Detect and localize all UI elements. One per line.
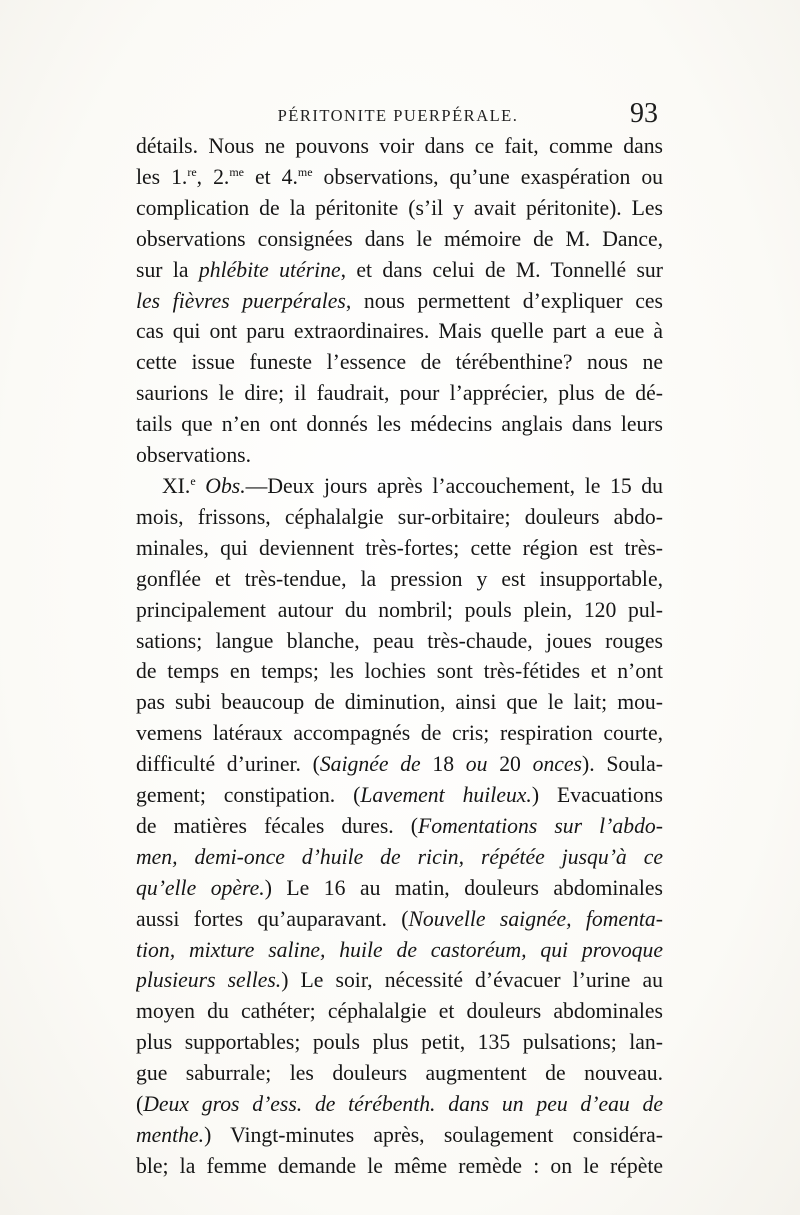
text-line: de matières fécales dures. (Fomentations sur l’abdo-: [136, 813, 663, 838]
running-head: [138, 98, 658, 134]
text-line: ble; la femme demande le même remède : on le répète: [136, 1153, 663, 1178]
text-line: qu’elle opère.) Le 16 au matin, douleurs abdominales: [136, 875, 663, 900]
text-line: menthe.) Vingt-minutes après, soulagement considéra-: [136, 1123, 663, 1147]
text-line: cette issue funeste l’essence de térébenthine? nous ne: [136, 350, 663, 375]
text-line: sur la phlébite utérine, et dans celui de M. Tonnellé sur: [136, 257, 663, 282]
text-line: sations; langue blanche, peau très-chaude, joues rouges: [136, 628, 663, 653]
text-line: (Deux gros d’ess. de térébenth. dans un peu d’eau de: [136, 1092, 663, 1117]
text-line: mois, frissons, céphalalgie sur-orbitaire; douleurs abdo-: [136, 504, 663, 529]
text-line: observations consignées dans le mémoire de M. Dance,: [136, 226, 663, 251]
text-line: principalement autour du nombril; pouls plein, 120 pul-: [136, 597, 663, 622]
text-line: minales, qui deviennent très-fortes; cette région est très-: [136, 535, 663, 560]
text-line: gue saburrale; les douleurs augmentent de nouveau.: [136, 1061, 663, 1086]
text-line: pas subi beaucoup de diminution, ainsi que le lait; mou-: [136, 690, 663, 715]
text-line: les 1.$^{re}$, 2.$^{me}$ et 4.$^{me}$ observations, qu’une exaspération ou: [136, 164, 663, 189]
text-line: XI.$^e$ Obs.—Deux jours après l’accouchement, le 15 du: [162, 473, 663, 498]
text-line: cas qui ont paru extraordinaires. Mais quelle part a eue à: [136, 319, 663, 344]
body-text: [136, 131, 663, 1182]
text-line: men, demi-once d’huile de ricin, répétée jusqu’à ce: [136, 844, 663, 869]
text-line: gonflée et très-tendue, la pression y est insupportable,: [136, 566, 663, 591]
text-line: moyen du cathéter; céphalalgie et douleurs abdominales: [136, 999, 663, 1024]
text-line: gement; constipation. (Lavement huileux.) Evacuations: [136, 783, 663, 808]
page-number: 93: [630, 98, 658, 129]
text-line: complication de la péritonite (s’il y avait péritonite). Les: [136, 195, 663, 220]
running-title: PÉRITONITE PUERPÉRALE.: [277, 106, 519, 125]
text-line: saurions le dire; il faudrait, pour l’apprécier, plus de dé-: [136, 381, 663, 406]
text-line: détails. Nous ne pouvons voir dans ce fait, comme dans: [136, 134, 663, 158]
text-line: plus supportables; pouls plus petit, 135 pulsations; lan-: [136, 1030, 663, 1055]
text-line: observations.: [136, 443, 252, 468]
text-line: de temps en temps; les lochies sont très-fétides et n’ont: [136, 659, 663, 684]
text-line: tion, mixture saline, huile de castoréum, qui provoque: [136, 937, 663, 962]
text-line: difficulté d’uriner. (Saignée de 18 ou 20 onces). Soula-: [136, 752, 663, 777]
text-line: les fièvres puerpérales, nous permettent d’expliquer ces: [136, 288, 663, 313]
text-line: plusieurs selles.) Le soir, nécessité d’évacuer l’urine au: [136, 968, 663, 993]
text-line: vemens latéraux accompagnés de cris; respiration courte,: [136, 721, 663, 746]
text-line: tails que n’en ont donnés les médecins anglais dans leurs: [136, 412, 663, 437]
text-line: aussi fortes qu’auparavant. (Nouvelle saignée, fomenta-: [136, 906, 663, 931]
